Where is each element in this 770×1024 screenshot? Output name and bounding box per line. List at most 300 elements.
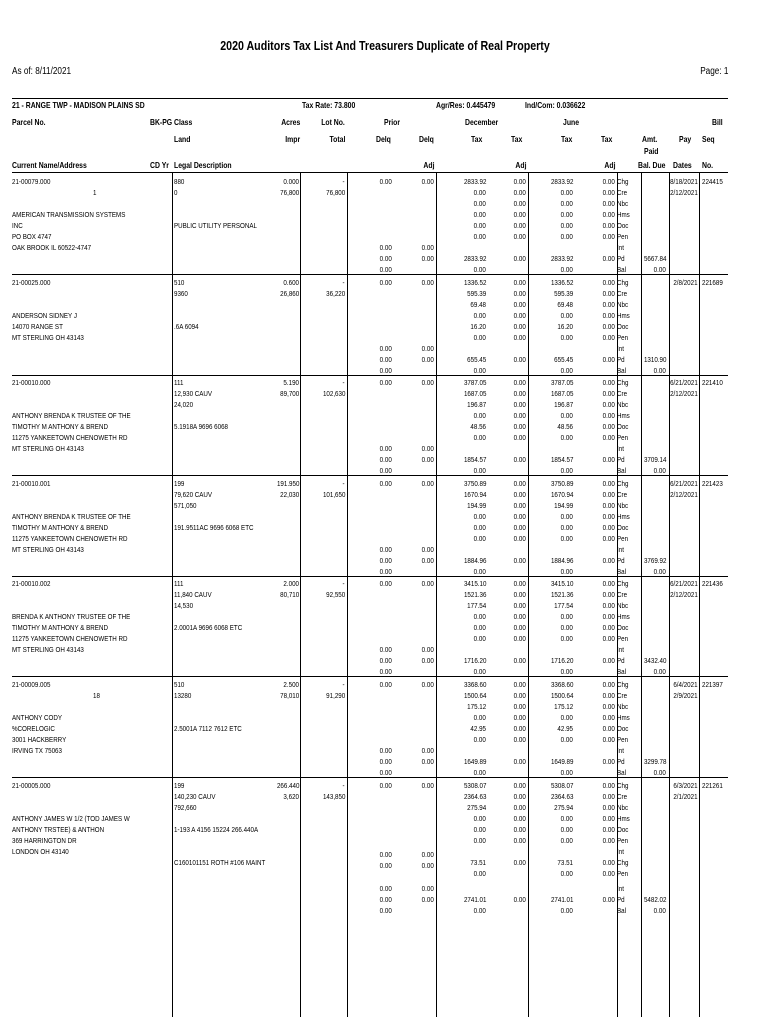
column-rule [436,575,437,676]
december-tax-adj: 0.00 [513,523,526,532]
june-tax: 177.54 [553,601,573,610]
prior-delq-adj: 0.00 [421,645,434,654]
line-type: Hms [617,612,630,621]
line-type: Nbc [617,300,629,309]
legal-description: 2.5001A 7112 7612 ETC [174,724,242,733]
june-tax-adj: 0.00 [602,523,615,532]
december-tax: 1521.36 [463,590,486,599]
bill-number: 221689 [702,278,723,287]
total-value: 76,800 [325,188,345,197]
line-type: Chg [617,680,629,689]
june-tax: 73.51 [557,858,573,867]
december-tax-adj: 0.00 [513,590,526,599]
june-tax-adj: 0.00 [602,858,615,867]
prior-delq: 0.00 [379,545,392,554]
acres: 0.600 [283,278,299,287]
line-type: Int [617,746,624,755]
june-tax: 1687.05 [550,389,573,398]
june-tax-adj: 0.00 [602,433,615,442]
header-jun-adj: Adj [603,160,615,170]
june-tax-adj: 0.00 [602,691,615,700]
amount-paid: 5482.02 [643,895,666,904]
land-value-2: 24,020 [174,400,194,409]
december-tax: 2833.92 [463,177,486,186]
owner-name-address: OAK BROOK IL 60522-4747 [12,243,92,252]
column-rule [347,777,348,1017]
pay-date: 6/21/2021 [670,378,698,387]
column-rule [347,475,348,576]
header-pay: Pay [679,134,692,144]
june-tax: 0.00 [560,232,573,241]
june-tax-adj: 0.00 [602,333,615,342]
owner-name-address: 11275 YANKEETOWN CHENOWETH RD [12,433,128,442]
december-tax: 0.00 [473,906,486,915]
june-tax: 0.00 [560,366,573,375]
line-type: Int [617,545,624,554]
column-rule [669,274,670,375]
june-tax-adj: 0.00 [602,455,615,464]
june-tax: 3787.05 [550,378,573,387]
prior-delq: 0.00 [379,355,392,364]
line-type: Hms [617,512,630,521]
balance-due: 0.00 [653,768,666,777]
june-tax: 1716.20 [550,656,573,665]
june-tax: 0.00 [560,221,573,230]
prior-delq-adj: 0.00 [421,254,434,263]
total-value: 101,650 [322,490,345,499]
june-tax: 1854.57 [550,455,573,464]
column-rule [300,475,301,576]
improvement-value: 76,800 [279,188,299,197]
december-tax-adj: 0.00 [513,735,526,744]
june-tax: 0.00 [560,210,573,219]
line-type: Nbc [617,803,629,812]
june-tax: 0.00 [560,869,573,878]
december-tax-adj: 0.00 [513,479,526,488]
balance-due: 0.00 [653,906,666,915]
bill-number: 221261 [702,781,723,790]
june-tax-adj: 0.00 [602,355,615,364]
june-tax-adj: 0.00 [602,411,615,420]
column-rule [347,173,348,274]
owner-name-address: ANTHONY JAMES W 1/2 (TOD JAMES W [12,814,130,823]
line-type: Chg [617,278,629,287]
line-type: Int [617,243,624,252]
column-rule [528,173,529,274]
owner-name-address: 3001 HACKBERRY [12,735,67,744]
june-tax-adj: 0.00 [602,735,615,744]
june-tax-adj: 0.00 [602,590,615,599]
header-delq-adj: Adj [422,160,434,170]
parcel-number: 21-00010.000 [12,378,51,387]
december-tax: 655.45 [466,355,486,364]
column-rule [669,777,670,1017]
december-tax-adj: 0.00 [513,512,526,521]
prior-delq: 0.00 [379,278,392,287]
line-type: Ooc [617,523,629,532]
june-tax-adj: 0.00 [602,601,615,610]
legal-description: PUBLIC UTILITY PERSONAL [174,221,257,230]
acres: 266.440 [276,781,299,790]
lot-number: - [342,579,345,588]
header-rule [12,98,728,99]
column-rule [300,173,301,274]
bill-number: 221397 [702,680,723,689]
prior-delq: 0.00 [379,645,392,654]
owner-name-address: MT STERLING OH 43143 [12,545,84,554]
column-rule [528,475,529,576]
agr-res-rate: Agr/Res: 0.445479 [436,100,496,110]
june-tax: 2833.92 [550,177,573,186]
december-tax: 16.20 [470,322,486,331]
december-tax-adj: 0.00 [513,210,526,219]
june-tax: 0.00 [560,512,573,521]
bill-number: 221410 [702,378,723,387]
june-tax-adj: 0.00 [602,389,615,398]
column-rule [300,374,301,475]
june-tax-adj: 0.00 [602,814,615,823]
column-rule [699,274,700,375]
june-tax: 3750.89 [550,479,573,488]
line-type: Cre [617,490,628,499]
lot-number: - [342,781,345,790]
june-tax-adj: 0.00 [602,221,615,230]
december-tax-adj: 0.00 [513,322,526,331]
december-tax-adj: 0.00 [513,188,526,197]
june-tax: 655.45 [553,355,573,364]
december-tax: 0.00 [473,411,486,420]
december-tax-adj: 0.00 [513,825,526,834]
prior-delq-adj: 0.00 [421,656,434,665]
december-tax-adj: 0.00 [513,232,526,241]
june-tax-adj: 0.00 [602,254,615,263]
pay-date: 2/1/2021 [673,792,698,801]
december-tax: 595.39 [466,289,486,298]
line-type: Ooc [617,422,629,431]
line-type: Pd [617,895,625,904]
june-tax-adj: 0.00 [602,278,615,287]
june-tax: 0.00 [560,265,573,274]
prior-delq: 0.00 [379,579,392,588]
class-code: 111 [174,579,184,588]
line-type: Nbc [617,601,629,610]
lot-number: - [342,479,345,488]
june-tax: 0.00 [560,311,573,320]
december-tax: 2364.63 [463,792,486,801]
june-tax-adj: 0.00 [602,232,615,241]
pay-date: 2/9/2021 [673,691,698,700]
column-rule [172,274,173,375]
december-tax: 0.00 [473,836,486,845]
pay-date: 8/18/2021 [670,177,698,186]
owner-name-address: 369 HARRINGTON DR [12,836,77,845]
owner-name-address: ANTHONY BRENDA K TRUSTEE OF THE [12,512,131,521]
december-tax: 3750.89 [463,479,486,488]
december-tax: 5308.07 [463,781,486,790]
improvement-value: 89,700 [279,389,299,398]
prior-delq: 0.00 [379,757,392,766]
legal-description: 2.0001A 9696 6068 ETC [174,623,243,632]
june-tax-adj: 0.00 [602,400,615,409]
header-impr: Impr [285,134,300,144]
june-tax-adj: 0.00 [602,803,615,812]
prior-delq: 0.00 [379,366,392,375]
line-type: Pd [617,656,625,665]
column-rule [669,676,670,777]
line-type: Int [617,645,624,654]
december-tax: 73.51 [470,858,486,867]
legal-description: .6A 6094 [174,322,199,331]
june-tax: 1649.89 [550,757,573,766]
column-rule [172,475,173,576]
header-bal-due: Bal. Due [638,160,666,170]
owner-name-address: TIMOTHY M ANTHONY & BREND [12,523,108,532]
legal-description-2: C160101151 ROTH #106 MAINT [174,858,266,867]
june-tax: 5308.07 [550,781,573,790]
june-tax-adj: 0.00 [602,612,615,621]
line-type: Hms [617,814,630,823]
december-tax: 0.00 [473,210,486,219]
prior-delq: 0.00 [379,895,392,904]
column-rule [172,676,173,777]
prior-delq-adj: 0.00 [421,243,434,252]
land-value: 79,620 CAUV [174,490,213,499]
prior-delq: 0.00 [379,243,392,252]
june-tax: 42.95 [557,724,573,733]
december-tax: 3368.60 [463,680,486,689]
june-tax: 0.00 [560,768,573,777]
june-tax-adj: 0.00 [602,579,615,588]
column-rule [641,274,642,375]
june-tax: 0.00 [560,906,573,915]
header-jun-tax-adj: Tax [601,134,613,144]
december-tax: 275.94 [466,803,486,812]
pay-date: 6/3/2021 [673,781,698,790]
owner-name-address: 11275 YANKEETOWN CHENOWETH RD [12,534,128,543]
december-tax: 0.00 [473,634,486,643]
june-tax: 48.56 [557,422,573,431]
june-tax: 2364.63 [550,792,573,801]
prior-delq-adj: 0.00 [421,455,434,464]
prior-delq: 0.00 [379,479,392,488]
line-type: Int [617,884,624,893]
prior-delq-adj: 0.00 [421,177,434,186]
amount-paid: 3769.92 [643,556,666,565]
june-tax-adj: 0.00 [602,311,615,320]
december-tax-adj: 0.00 [513,781,526,790]
column-rule [347,676,348,777]
line-type: Pen [617,232,629,241]
june-tax: 0.00 [560,713,573,722]
amount-paid: 3432.40 [643,656,666,665]
line-type: Cre [617,188,628,197]
december-tax-adj: 0.00 [513,623,526,632]
june-tax: 1500.64 [550,691,573,700]
december-tax-adj: 0.00 [513,556,526,565]
june-tax: 0.00 [560,333,573,342]
parcel-number: 21-00010.001 [12,479,51,488]
line-type: Chg [617,177,629,186]
june-tax-adj: 0.00 [602,792,615,801]
land-value: 140,230 CAUV [174,792,216,801]
pay-date: 6/21/2021 [670,479,698,488]
december-tax-adj: 0.00 [513,254,526,263]
line-type: Nbc [617,702,629,711]
report-title: 2020 Auditors Tax List And Treasurers Duplicate of Real Property [220,38,550,53]
december-tax-adj: 0.00 [513,400,526,409]
june-tax-adj: 0.00 [602,713,615,722]
december-tax: 0.00 [473,825,486,834]
june-tax: 0.00 [560,567,573,576]
parcel-number: 21-00009.005 [12,680,51,689]
june-tax: 2833.92 [550,254,573,263]
pay-date: 2/12/2021 [670,188,698,197]
land-value: 12,930 CAUV [174,389,213,398]
june-tax-adj: 0.00 [602,177,615,186]
pay-date: 2/8/2021 [673,278,698,287]
column-rule [347,274,348,375]
column-header-rule [12,172,728,173]
class-code: 111 [174,378,184,387]
june-tax-adj: 0.00 [602,757,615,766]
header-seq: Seq [702,134,715,144]
prior-delq-adj: 0.00 [421,378,434,387]
owner-name-address: AMERICAN TRANSMISSION SYSTEMS [12,210,126,219]
december-tax: 0.00 [473,814,486,823]
december-tax: 0.00 [473,366,486,375]
december-tax-adj: 0.00 [513,691,526,700]
prior-delq-adj: 0.00 [421,895,434,904]
december-tax: 2741.01 [463,895,486,904]
december-tax: 0.00 [473,311,486,320]
legal-description: 191.9511AC 9696 6068 ETC [174,523,254,532]
line-type: Pd [617,455,625,464]
header-current-name: Current Name/Address [12,160,87,170]
improvement-value: 22,030 [279,490,299,499]
header-no: No. [702,160,714,170]
june-tax: 0.00 [560,466,573,475]
line-type: Pen [617,836,629,845]
column-rule [436,475,437,576]
amount-paid: 5667.84 [643,254,666,263]
owner-name-address: ANTHONY TRSTEE) & ANTHON [12,825,105,834]
owner-name-address: INC [12,221,23,230]
june-tax: 1521.36 [550,590,573,599]
prior-delq: 0.00 [379,567,392,576]
balance-due: 0.00 [653,567,666,576]
prior-delq: 0.00 [379,768,392,777]
cd-year: 1 [93,188,97,197]
column-rule [699,575,700,676]
header-bk-pg: BK-PG [150,117,173,127]
line-type: Bal [617,768,627,777]
december-tax: 0.00 [473,667,486,676]
ind-com-rate: Ind/Com: 0.036622 [525,100,586,110]
december-tax-adj: 0.00 [513,579,526,588]
june-tax-adj: 0.00 [602,188,615,197]
december-tax: 3415.10 [463,579,486,588]
line-type: Chg [617,858,629,867]
class-code: 199 [174,781,185,790]
prior-delq-adj: 0.00 [421,579,434,588]
prior-delq-adj: 0.00 [421,556,434,565]
december-tax: 0.00 [473,869,486,878]
june-tax: 1670.94 [550,490,573,499]
december-tax: 3787.05 [463,378,486,387]
december-tax: 48.56 [470,422,486,431]
december-tax-adj: 0.00 [513,501,526,510]
december-tax: 0.00 [473,333,486,342]
prior-delq: 0.00 [379,444,392,453]
land-value: 0 [174,188,178,197]
december-tax-adj: 0.00 [513,490,526,499]
prior-delq: 0.00 [379,466,392,475]
prior-delq-adj: 0.00 [421,850,434,859]
december-tax-adj: 0.00 [513,177,526,186]
prior-delq-adj: 0.00 [421,781,434,790]
column-rule [528,274,529,375]
prior-delq: 0.00 [379,680,392,689]
line-type: Hms [617,311,630,320]
owner-name-address: 14070 RANGE ST [12,322,63,331]
line-type: Pen [617,534,629,543]
december-tax: 1854.57 [463,455,486,464]
prior-delq: 0.00 [379,884,392,893]
as-of-date: As of: 8/11/2021 [12,66,72,77]
balance-due: 0.00 [653,366,666,375]
total-value: 102,630 [322,389,345,398]
land-value: 13280 [174,691,192,700]
header-legal-desc: Legal Description [174,160,232,170]
owner-name-address: MT STERLING OH 43143 [12,645,84,654]
column-rule [699,676,700,777]
bill-number: 221436 [702,579,723,588]
june-tax: 0.00 [560,623,573,632]
column-rule [528,575,529,676]
line-type: Hms [617,411,630,420]
line-type: Bal [617,667,627,676]
december-tax: 0.00 [473,523,486,532]
june-tax-adj: 0.00 [602,702,615,711]
june-tax: 1884.96 [550,556,573,565]
class-code: 880 [174,177,185,186]
pay-date: 2/12/2021 [670,590,698,599]
prior-delq-adj: 0.00 [421,355,434,364]
line-type: Cre [617,792,628,801]
june-tax-adj: 0.00 [602,869,615,878]
june-tax: 2741.01 [550,895,573,904]
line-type: Bal [617,265,627,274]
december-tax: 0.00 [473,567,486,576]
owner-name-address: 11275 YANKEETOWN CHENOWETH RD [12,634,128,643]
december-tax: 1687.05 [463,389,486,398]
december-tax-adj: 0.00 [513,389,526,398]
june-tax-adj: 0.00 [602,378,615,387]
prior-delq: 0.00 [379,746,392,755]
december-tax-adj: 0.00 [513,433,526,442]
prior-delq-adj: 0.00 [421,757,434,766]
june-tax: 194.99 [553,501,573,510]
column-rule [436,676,437,777]
header-total: Total [329,134,345,144]
prior-delq: 0.00 [379,656,392,665]
june-tax-adj: 0.00 [602,322,615,331]
june-tax-adj: 0.00 [602,534,615,543]
line-type: Cre [617,691,628,700]
improvement-value: 78,010 [279,691,299,700]
june-tax: 0.00 [560,612,573,621]
june-tax: 69.48 [557,300,573,309]
